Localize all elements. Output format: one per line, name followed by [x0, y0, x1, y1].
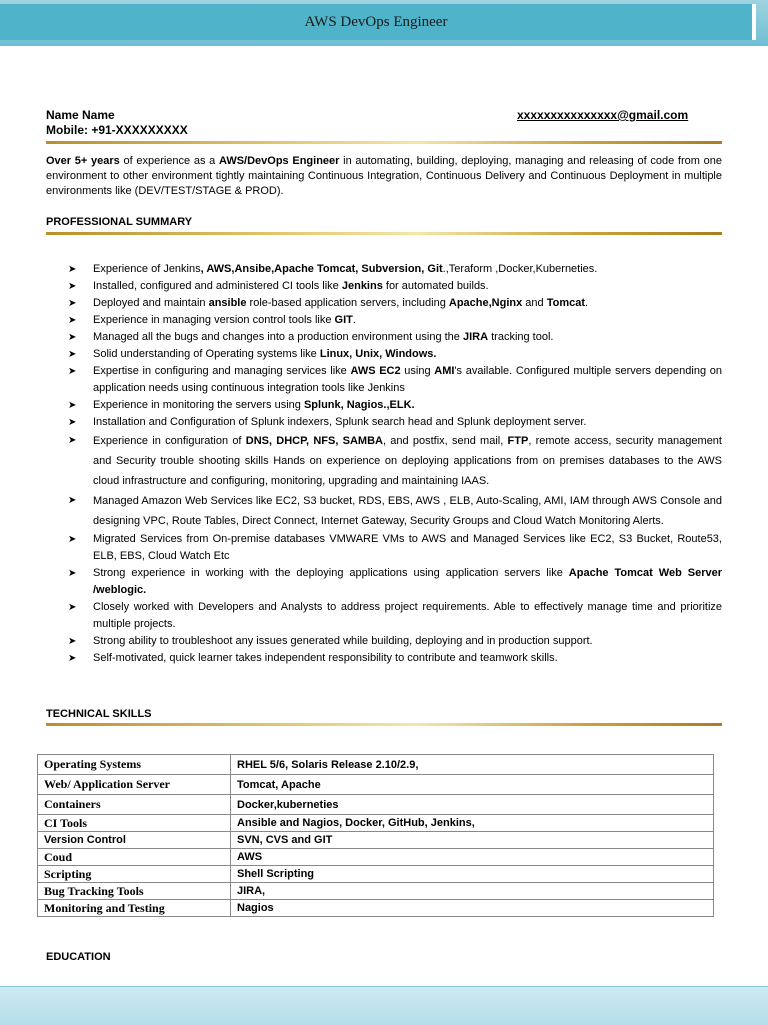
arrow-bullet-icon: ➤: [68, 264, 77, 275]
section-heading-education: EDUCATION: [46, 951, 111, 963]
list-item: ➤ Experience in monitoring the servers using Splunk, Nagios.,ELK.: [68, 397, 722, 414]
intro-text: in automating, building, deploying, managing and releasing of code from one environment to other environment tightly maintaining Continuous Integration, Continuous Delivery and Continuous Deployment in multiple environments like (DEV/TEST/STAGE & PROD).: [46, 155, 722, 197]
list-item: ➤ Deployed and maintain ansible role-based application servers, including Apache,Nginx and Tomcat.: [68, 295, 722, 312]
list-item: ➤ Closely worked with Developers and Analysts to address project requirements. Able to effectively manage time and prioritize multiple projects.: [68, 601, 722, 630]
skills-table: [37, 754, 714, 917]
arrow-bullet-icon: ➤: [68, 400, 77, 411]
arrow-bullet-icon: ➤: [68, 366, 77, 377]
table-row: Containers Docker,kuberneties: [38, 795, 714, 815]
table-row: CI Tools Ansible and Nagios, Docker, GitHub, Jenkins,: [38, 815, 714, 832]
table-row: Monitoring and Testing Nagios: [38, 900, 714, 917]
table-row: Scripting Shell Scripting: [38, 866, 714, 883]
arrow-bullet-icon: ➤: [68, 281, 77, 292]
arrow-bullet-icon: ➤: [68, 568, 77, 579]
intro-paragraph: [46, 154, 722, 199]
intro-lead: Over 5+ years: [46, 155, 120, 167]
divider: [46, 723, 722, 726]
list-item: ➤ Installed, configured and administered CI tools like Jenkins for automated builds.: [68, 278, 722, 295]
summary-list: [68, 261, 722, 667]
list-item: ➤ Managed all the bugs and changes into a production environment using the JIRA tracking tool.: [68, 329, 722, 346]
arrow-bullet-icon: ➤: [68, 636, 77, 647]
section-heading-skills: TECHNICAL SKILLS: [46, 708, 152, 720]
document-title: AWS DevOps Engineer: [0, 4, 756, 40]
arrow-bullet-icon: ➤: [68, 349, 77, 360]
divider: [46, 141, 722, 144]
list-item: ➤ Expertise in configuring and managing services like AWS EC2 using AMI's available. Configured multiple servers depending on application needs using continuous integration tools like Jenkins: [68, 365, 722, 394]
candidate-mobile: Mobile: +91-XXXXXXXXX: [46, 123, 188, 137]
candidate-name: Name Name: [46, 108, 115, 122]
arrow-bullet-icon: ➤: [68, 653, 77, 664]
arrow-bullet-icon: ➤: [68, 417, 77, 428]
footer-band: [0, 986, 768, 1025]
arrow-bullet-icon: ➤: [68, 298, 77, 309]
list-item: ➤ Experience in configuration of DNS, DHCP, NFS, SAMBA, and postfix, send mail, FTP, remote access, security management and Security trouble shooting skills Hands on experience on deploying applications from on premises databases to the AWS cloud infrastructure and configuring, monitoring, upgrading and maintaining IAAS.: [68, 431, 722, 491]
arrow-bullet-icon: ➤: [68, 495, 77, 506]
intro-role: AWS/DevOps Engineer: [218, 155, 340, 167]
arrow-bullet-icon: ➤: [68, 602, 77, 613]
intro-text: of experience as a: [119, 155, 219, 167]
list-item: ➤ Strong experience in working with the deploying applications using application servers like Apache Tomcat Web Server /weblogic.: [68, 567, 723, 596]
table-row: Operating Systems RHEL 5/6, Solaris Release 2.10/2.9,: [38, 755, 714, 775]
table-row: Version Control SVN, CVS and GIT: [38, 832, 714, 849]
list-item: ➤ Migrated Services from On-premise databases VMWARE VMs to AWS and Managed Services like EC2, S3 Bucket, Route53, ELB, EBS, Cloud Watch Etc: [68, 533, 722, 562]
candidate-email[interactable]: xxxxxxxxxxxxxxx@gmail.com: [517, 108, 689, 122]
divider: [46, 232, 722, 235]
table-row: Bug Tracking Tools JIRA,: [38, 883, 714, 900]
list-item: ➤ Solid understanding of Operating systems like Linux, Unix, Windows.: [68, 346, 722, 363]
section-heading-summary: PROFESSIONAL SUMMARY: [46, 216, 193, 228]
arrow-bullet-icon: ➤: [68, 315, 77, 326]
list-item: ➤ Managed Amazon Web Services like EC2, S3 bucket, RDS, EBS, AWS , ELB, Auto-Scaling, AMI, IAM through AWS Console and designing VPC, Route Tables, Direct Connect, Internet Gateway, Security Groups and Cloud Watch Monitoring Alerts.: [68, 491, 722, 531]
arrow-bullet-icon: ➤: [68, 332, 77, 343]
list-item: ➤ Experience of Jenkins, AWS,Ansibe,Apache Tomcat, Subversion, Git.,Teraform ,Docker,Kuberneties.: [68, 261, 722, 278]
arrow-bullet-icon: ➤: [68, 435, 77, 446]
table-row: Web/ Application Server Tomcat, Apache: [38, 775, 714, 795]
arrow-bullet-icon: ➤: [68, 534, 77, 545]
list-item: ➤ Installation and Configuration of Splunk indexers, Splunk search head and Splunk deployment server.: [68, 414, 722, 431]
list-item: ➤ Strong ability to troubleshoot any issues generated while building, deploying and in production support.: [68, 633, 722, 650]
list-item: ➤ Experience in managing version control tools like GIT.: [68, 312, 722, 329]
table-row: Coud AWS: [38, 849, 714, 866]
contact-block: [46, 108, 188, 138]
list-item: ➤ Self-motivated, quick learner takes independent responsibility to contribute and teamwork skills.: [68, 650, 722, 667]
